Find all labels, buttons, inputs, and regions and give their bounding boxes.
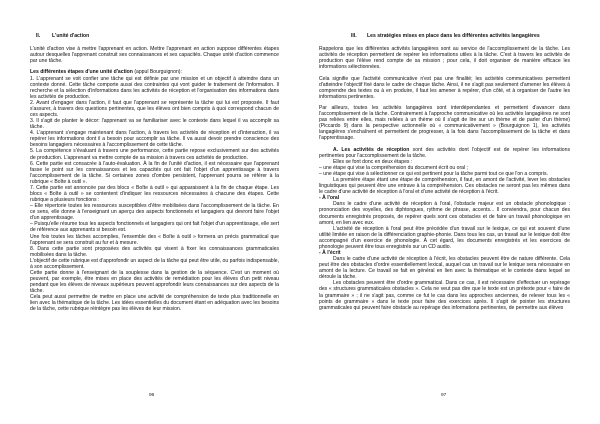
step-1: 1. L'apprenant se voit confier une tâche qui est définie par une mission et un objectif à atteindre dans un contexte donné. Cette tâche comporte aussi des contraintes qui vont guider le traitement de l'information. Il recherche et la sélection d'informations dans les activités de réception et l'organisation des informations dans les activités de production.: [30, 75, 279, 100]
section-heading-ii: [36, 33, 279, 39]
page-number-left: 96: [149, 393, 155, 398]
step-3: 3. Il s'agit de planter le décor: l'apprenant va se familiariser avec le contexte dans lequel il va accomplir sa tâche.: [30, 118, 279, 131]
written-heading: - À l'écrit: [319, 249, 341, 256]
right-page: [300, 0, 600, 424]
section-a-line-2: – une étape qui vise la compréhension du document écrit ou oral ;: [319, 164, 468, 171]
written-paragraph-1: Dans le cadre d'une activité de réception à l'écrit, les obstacles peuvent être de nature différente. Cela peut être des obstacles d'ordre essentiellement lexical, auquel cas un travail sur le lexique sera nécessaire en amont de la lecture. Ce travail se fait en général en lien avec la thématique et le contexte dans lequel se déroule la tâche.: [319, 256, 570, 281]
section-title: L'unité d'action: [52, 33, 90, 39]
step-8-objective: L'objectif de cette rubrique est d'approfondir un aspect de la tâche qui peut être utile, ou parfois indispensable, à son accomplissement.: [30, 257, 279, 270]
paragraph-3: Par ailleurs, toutes les activités langagières sont interdépendantes et permettent d'avancer dans l'accomplissement de la tâche. Contrairement à l'approche communicative où les activités langagières ne sont pas reliées entre elles, mais reliées à un thème où il s'agit de lire sur un thème et de parler d'un thème) (Piccardo 9) dans la perspective actionnelle où « communicativement » (Bourguignon 1), les activités langagières s'enchaînent et permettent de progresser, à la fois dans l'accomplissement de la tâche et dans l'apprentissage.: [319, 105, 570, 142]
section-a-paragraph: [319, 147, 570, 159]
steps-heading-suffix: (appul Bourguignon):: [132, 69, 182, 76]
section-a-line-1: Elles se font donc en deux étapes :: [333, 158, 413, 165]
section-a-line-3: – une étape qui vise à sélectionner ce qui est pertinent pour la tâche parmi tout ce que l'on a compris.: [319, 170, 548, 177]
section-a-heading: A. Les activités de réception: [333, 146, 410, 153]
oral-paragraph-2: L'activité de réception à l'oral peut être précédée d'un travail sur le lexique, ce qui est souvent d'une utilité limitée en raison de la différenciation graphie-phonie. Dans tous les cas, un travail sur le lexique doit être accompagné d'un exercice de phonologie. À cet égard, les documents enregistrés et les exercices de phonologie peuvent être tous enregistrés sur un CD audio.: [319, 225, 570, 250]
paragraph-2: Cela signifie que l'activité communicative n'est pas une finalité; les activités communicatives permettent d'atteindre l'objectif fixé dans le cadre de chaque tâche. Ainsi, il ne s'agit pas seulement d'amener les élèves à comprendre des textes ou à en produire, il faut les amener à repérer, d'un côté, et à organiser de l'autre les informations pertinentes.: [319, 75, 570, 100]
step-8-flexibility: Cette partie donne à l'enseignant de la souplesse dans la gestion de la séquence. C'est un moment où peuvent, par exemple, être mises en place des activités de remédiation pour les élèves d'un petit niveau pendant que les élèves de niveaux supérieurs peuvent approfondir leurs connaissances sur des aspects de la tâche.: [30, 270, 279, 295]
step-7: 7. Cette partie est annoncée par des blocs « Boîte à outil » qui apparaissent à la fin de chaque étape. Les blocs « Boîte à outil » se contentent d'indiquer les ressources nécessaires à chacune des étapes. Cette rubrique a plusieurs fonctions :: [30, 184, 279, 204]
oral-paragraph-1: Dans le cadre d'une activité de réception à l'oral, l'obstacle majeur est un obstacle phonologique : prononciation des voyelles, des diphtongues, rythme de phrase, accents... Il conviendra, pour chacun des documents enregistrés proposés, de repérer quels sont ces obstacles et de faire un travail phonologique en amont, en lien avec eux.: [319, 201, 570, 226]
section-heading-iii: [351, 33, 570, 39]
step-7-summary: Une fois toutes les tâches accomplies, l'ensemble des « Boîte à outil » formera un précis grammatical que l'apprenant se sera construit au fur et à mesure.: [30, 233, 279, 246]
step-7-function-2: – Puisqu'elle résume tous les aspects fonctionnels et langagiers qui ont fait l'objet d'un apprentissage, elle sert de référence aux apprenants si besoin est.: [30, 221, 279, 234]
paragraph-mid: La première étape étant une étape de compréhension, il faut, en amont de l'activité, lever les obstacles linguistiques qui peuvent être une entrave à la compréhension. Ces obstacles ne seront pas les mêmes dans le cadre d'une activité de réception à l'oral et d'une activité de réception à l'écrit.: [319, 177, 570, 196]
steps-heading: Les différentes étapes d'une unité d'action: [30, 69, 133, 76]
oral-heading: - À l'oral: [319, 195, 340, 202]
step-4: 4. L'apprenant s'engage maintenant dans l'action, à travers les activités de réception et d'interaction, il va repérer les informations dont il a besoin pour accomplir sa tâche. Il va aussi devoir prendre conscience des besoins langagiers nécessaires à l'accomplissement de cette tâche.: [30, 130, 279, 149]
step-2: 2. Avant d'engager dans l'action, il faut que l'apprenant se représente la tâche qui lui est proposée. Il faut s'assurer, à travers des questions pertinentes, que les élèves ont bien compris à quoi correspond chacun de ces aspects.: [30, 99, 279, 118]
step-6: 6. Cette partie est consacrée à l'auto-évaluation. À la fin de l'unité d'action, il est nécessaire que l'apprenant fasse le point sur les connaissances et les capacités qui ont fait l'objet d'un apprentissage à travers l'accomplissement de la tâche. Si certaines zones d'ombre persistent, l'apprenant pourra se référer à la rubrique « Boîte à outil ».: [30, 160, 279, 185]
step-7-function-1: – Elle répertorie toutes les ressources susceptibles d'être mobilisées dans l'accomplissement de la tâche. En ce sens, elle donne à l'enseignant un aperçu des aspects fonctionnels et langagiers qui devront faire l'objet d'un apprentissage.: [30, 203, 279, 222]
written-paragraph-2: Les obstacles peuvent être d'ordre grammatical. Dans ce cas, il est nécessaire d'effectuer un repérage des « structures grammaticales obstacles ». Cela ne veut pas dire que le texte est un prétexte pour « faire de la grammaire » ; il ne s'agit pas, comme ce fut le cas dans les approches anciennes, de relever tous les « points de grammaire » dans le texte pour faire des exercices après. Il s'agit de pointer les structures grammaticales qui peuvent faire obstacle au repérage des informations pertinentes, de permettre aux élèves: [319, 280, 570, 311]
section-number: II.: [36, 33, 41, 39]
section-number: III.: [351, 33, 357, 39]
step-8-comprehension: Cela peut aussi permettre de mettre en place une activité de compréhension de texte plus traditionnelle en lien avec la thématique de la tâche. Les idées essentielles du document étant en adéquation avec les besoins de la tâche, cette rubrique réintègre pas les élèves de leur mission.: [30, 294, 279, 313]
intro-paragraph: L'unité d'action vise à mettre l'apprenant en action. Mettre l'apprenant en action suppose différentes étapes autour desquelles l'apprenant construit ses connaissances et ses capacités. Chaque unité d'action commence par une tâche.: [30, 46, 279, 65]
paragraph-1: Rappelons que les différentes activités langagières sont au service de l'accomplissement de la tâche. Les activités de réception permettent de repérer les informations utiles à la tâche. C'est à travers les activités de production que l'élève rend compte de sa mission ; pour cela, il doit organiser de manière efficace les informations sélectionnées.: [319, 46, 570, 71]
section-title: Les stratégies mises en place dans les différentes activités langagières: [367, 33, 540, 39]
section-a-intro: sont des activités dont l'objectif est de repérer les informations pertinentes pour l'accomplissement de la tâche.: [319, 146, 571, 159]
page-number-right: 97: [441, 393, 447, 398]
step-8: 8. Dans cette partie sont proposées des activités qui visent à fixer les connaissances grammaticales mobilisées dans la tâche.: [30, 245, 279, 258]
step-5: 5. La compétence s'évaluant à travers une performance, cette partie repose exclusivement sur des activités de production. L'apprenant va mettre compte de sa mission à travers ces activités de production.: [30, 148, 279, 161]
